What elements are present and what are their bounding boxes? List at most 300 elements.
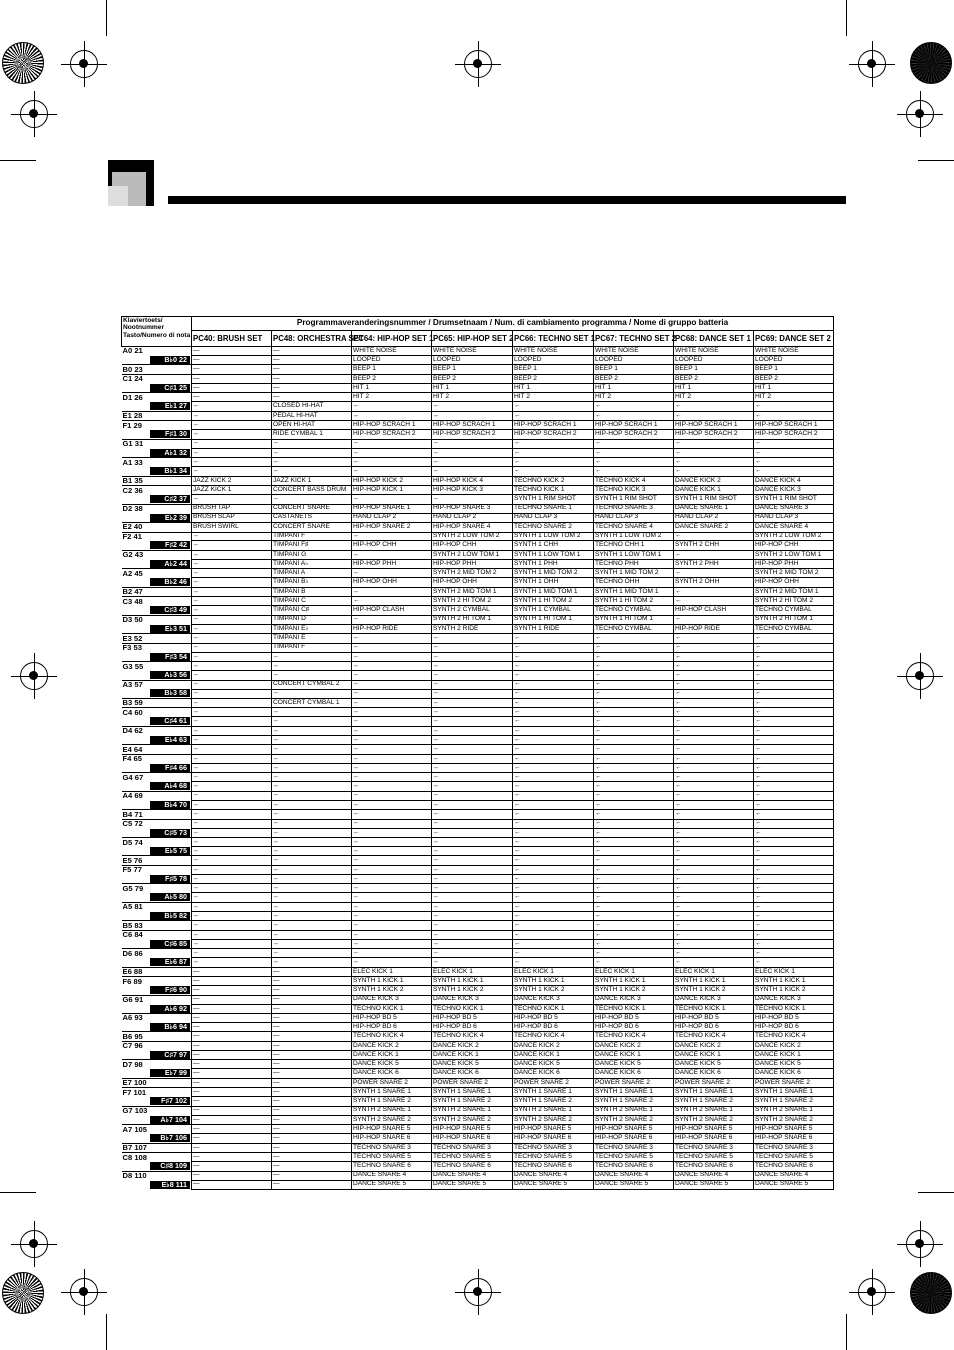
black-key-cell xyxy=(122,1069,192,1078)
table-cell: DANCE KICK 6 xyxy=(352,1069,432,1078)
table-row xyxy=(122,1088,834,1097)
table-cell: HIP-HOP SCRACH 2 xyxy=(352,430,432,439)
table-row xyxy=(122,374,834,383)
black-key-cell xyxy=(122,624,192,633)
table-cell: DANCE KICK 5 xyxy=(754,1060,834,1069)
table-cell: ← xyxy=(594,448,674,457)
table-cell: ← xyxy=(754,911,834,920)
table-cell: ← xyxy=(513,439,594,448)
table-cell: ← xyxy=(352,902,432,911)
table-cell: ← xyxy=(513,939,594,948)
table-cell: SYNTH 1 SNARE 1 xyxy=(432,1088,513,1097)
table-cell: ← xyxy=(192,634,272,644)
table-cell: ← xyxy=(272,662,352,671)
table-cell: HIT 2 xyxy=(513,393,594,402)
table-cell: ← xyxy=(754,791,834,800)
table-cell: ← xyxy=(754,893,834,902)
table-cell: SYNTH 2 PHH xyxy=(674,559,754,568)
table-cell: DANCE KICK 5 xyxy=(674,1060,754,1069)
table-cell: ← xyxy=(513,893,594,902)
table-row xyxy=(122,754,834,763)
white-key-label: C1 24 xyxy=(122,374,192,383)
color-wheel-top-left xyxy=(2,42,44,84)
table-cell: ← xyxy=(192,838,272,847)
table-cell: — xyxy=(192,1060,272,1069)
drum-assignment-table xyxy=(121,316,834,1190)
table-cell: ← xyxy=(272,652,352,661)
table-cell: ← xyxy=(272,921,352,931)
table-cell: ← xyxy=(432,866,513,875)
table-row xyxy=(122,504,834,513)
table-cell: ← xyxy=(594,689,674,698)
table-cell: HIT 1 xyxy=(432,383,513,392)
table-cell: ← xyxy=(674,866,754,875)
black-key-cell xyxy=(122,1050,192,1059)
table-cell: POWER SNARE 2 xyxy=(674,1078,754,1088)
table-cell: ← xyxy=(513,662,594,671)
table-cell: ← xyxy=(513,448,594,457)
table-cell: TECHNO KICK 1 xyxy=(513,486,594,495)
table-cell: ← xyxy=(352,467,432,476)
table-row xyxy=(122,541,834,550)
white-key-label: B7 107 xyxy=(122,1143,192,1153)
table-cell: ← xyxy=(192,949,272,958)
table-row xyxy=(122,448,834,457)
table-cell: — xyxy=(272,347,352,356)
table-cell: BEEP 1 xyxy=(352,365,432,375)
table-cell: ← xyxy=(432,847,513,856)
table-cell: HIP-HOP SNARE 6 xyxy=(594,1134,674,1143)
table-cell: ← xyxy=(272,708,352,717)
table-cell: DANCE KICK 3 xyxy=(352,995,432,1004)
table-cell: ← xyxy=(192,911,272,920)
table-cell: SYNTH 1 KICK 1 xyxy=(432,977,513,986)
table-cell: ← xyxy=(674,698,754,708)
table-cell: WHITE NOISE xyxy=(513,347,594,356)
table-cell: SYNTH 1 SNARE 1 xyxy=(754,1088,834,1097)
black-key-cell xyxy=(122,448,192,457)
table-cell: ← xyxy=(513,698,594,708)
table-row xyxy=(122,383,834,392)
table-cell: ← xyxy=(513,680,594,689)
table-cell: ← xyxy=(432,791,513,800)
table-cell: ← xyxy=(674,847,754,856)
table-cell: ← xyxy=(272,726,352,735)
black-key-label: E♭5 75 xyxy=(150,847,191,855)
table-cell: ← xyxy=(754,671,834,680)
table-row xyxy=(122,939,834,948)
table-cell: ← xyxy=(192,763,272,772)
table-row xyxy=(122,763,834,772)
table-main-header: Programmaveranderingsnummer / Drumsetnaam / Num. di cambiamento programma / Nome di gruppo batteria xyxy=(192,317,834,331)
table-cell: TECHNO PHH xyxy=(594,559,674,568)
table-cell: ← xyxy=(352,949,432,958)
black-key-cell xyxy=(122,652,192,661)
table-cell: ← xyxy=(594,838,674,847)
table-row xyxy=(122,559,834,568)
table-cell: SYNTH 2 MID TOM 2 xyxy=(754,569,834,578)
table-cell: HIP-HOP SNARE 6 xyxy=(432,1134,513,1143)
table-cell: PEDAL HI-HAT xyxy=(272,411,352,421)
table-cell: HIP-HOP SNARE 5 xyxy=(594,1125,674,1134)
table-cell: ← xyxy=(352,800,432,809)
table-row xyxy=(122,652,834,661)
table-cell: ← xyxy=(352,708,432,717)
table-cell: ← xyxy=(513,856,594,866)
table-cell: SYNTH 1 SNARE 1 xyxy=(352,1088,432,1097)
table-cell: ← xyxy=(754,921,834,931)
table-cell: ← xyxy=(192,884,272,893)
table-cell: ← xyxy=(754,726,834,735)
table-cell: ← xyxy=(754,717,834,726)
table-cell: DANCE KICK 5 xyxy=(513,1060,594,1069)
table-cell: SYNTH 2 LOW TOM 2 xyxy=(432,532,513,541)
table-cell: — xyxy=(192,374,272,383)
table-cell: DANCE KICK 2 xyxy=(754,1041,834,1050)
white-key-label: D4 62 xyxy=(122,726,192,735)
table-cell: ← xyxy=(352,847,432,856)
table-cell: TECHNO CHH 1 xyxy=(594,541,674,550)
table-row xyxy=(122,838,834,847)
table-cell: ← xyxy=(594,680,674,689)
table-row xyxy=(122,680,834,689)
crop-mark xyxy=(106,0,107,36)
table-cell: ← xyxy=(352,680,432,689)
table-cell: POWER SNARE 2 xyxy=(432,1078,513,1088)
table-cell: — xyxy=(272,1171,352,1180)
table-cell: SYNTH 1 KICK 1 xyxy=(352,977,432,986)
table-row xyxy=(122,486,834,495)
black-key-label: F♯5 78 xyxy=(150,875,191,883)
table-cell: ← xyxy=(754,680,834,689)
table-cell: SYNTH 1 HI TOM 1 xyxy=(594,615,674,624)
table-cell: ← xyxy=(432,717,513,726)
table-cell: ← xyxy=(192,800,272,809)
table-row xyxy=(122,578,834,587)
table-cell: ← xyxy=(594,800,674,809)
table-cell: HIP-HOP BD 5 xyxy=(674,1014,754,1023)
table-cell: ← xyxy=(352,828,432,837)
table-cell: SYNTH 2 HI TOM 2 xyxy=(432,597,513,606)
table-cell: SYNTH 2 MID TOM 1 xyxy=(432,587,513,597)
table-cell: ← xyxy=(594,754,674,763)
table-cell: DANCE KICK 1 xyxy=(594,1050,674,1059)
table-cell: SYNTH 1 SNARE 2 xyxy=(594,1097,674,1106)
table-cell: ← xyxy=(432,773,513,782)
table-cell: ← xyxy=(272,717,352,726)
table-cell: — xyxy=(272,365,352,375)
table-cell: ← xyxy=(192,569,272,578)
table-cell: ← xyxy=(513,402,594,411)
table-cell: ← xyxy=(754,958,834,967)
table-cell: DANCE SNARE 5 xyxy=(754,1180,834,1189)
color-wheel-bottom-right xyxy=(910,1272,952,1314)
table-cell: WHITE NOISE xyxy=(754,347,834,356)
table-cell: SYNTH 1 KICK 2 xyxy=(432,986,513,995)
table-cell: TIMPANI F xyxy=(272,643,352,652)
white-key-label: F7 101 xyxy=(122,1088,192,1097)
table-cell: TIMPANI E♭ xyxy=(272,624,352,633)
table-cell: TECHNO KICK 1 xyxy=(513,1004,594,1013)
white-key-label: C8 108 xyxy=(122,1153,192,1162)
table-cell: ← xyxy=(432,875,513,884)
table-cell: ← xyxy=(432,745,513,755)
table-cell: ← xyxy=(754,643,834,652)
table-cell: TECHNO SNARE 4 xyxy=(594,522,674,532)
table-cell: SYNTH 2 CYMBAL xyxy=(432,606,513,615)
table-cell: ← xyxy=(272,949,352,958)
table-cell: DANCE SNARE 5 xyxy=(432,1180,513,1189)
table-row xyxy=(122,411,834,421)
table-row xyxy=(122,634,834,644)
table-cell: ← xyxy=(272,884,352,893)
table-cell: ← xyxy=(513,847,594,856)
table-row xyxy=(122,1171,834,1180)
table-cell: ← xyxy=(192,559,272,568)
table-cell: TECHNO KICK 1 xyxy=(352,1004,432,1013)
table-cell: — xyxy=(192,1050,272,1059)
table-cell: ← xyxy=(432,448,513,457)
table-cell: — xyxy=(192,1032,272,1042)
registration-mark-bottom-left xyxy=(70,1278,98,1306)
table-cell: ← xyxy=(513,726,594,735)
table-cell: SYNTH 2 HI TOM 1 xyxy=(754,615,834,624)
table-cell: CONCERT CYMBAL 2 xyxy=(272,680,352,689)
black-key-label: B♭1 34 xyxy=(150,467,191,475)
table-cell: BEEP 1 xyxy=(594,365,674,375)
table-cell: ← xyxy=(432,838,513,847)
table-cell: SYNTH 2 SNARE 2 xyxy=(432,1115,513,1124)
table-cell: ← xyxy=(352,810,432,820)
table-cell: ← xyxy=(192,958,272,967)
table-cell: SYNTH 2 SNARE 1 xyxy=(674,1106,754,1115)
table-cell: SYNTH 2 LOW TOM 1 xyxy=(432,550,513,559)
column-header-pc: PC40: BRUSH SET xyxy=(192,331,272,347)
table-cell: ← xyxy=(674,958,754,967)
table-cell: — xyxy=(272,1032,352,1042)
table-cell: ← xyxy=(192,458,272,467)
section-header-block xyxy=(108,160,154,206)
table-cell: — xyxy=(192,1171,272,1180)
table-cell: — xyxy=(192,1041,272,1050)
black-key-label: C♯6 85 xyxy=(150,940,191,948)
table-cell: SYNTH 2 MID TOM 2 xyxy=(432,569,513,578)
table-cell: HIP-HOP BD 5 xyxy=(432,1014,513,1023)
table-cell: SYNTH 2 LOW TOM 2 xyxy=(754,532,834,541)
table-cell: CONCERT SNARE xyxy=(272,504,352,513)
table-cell: HAND CLAP 2 xyxy=(432,513,513,522)
table-cell: SYNTH 1 LOW TOM 1 xyxy=(513,550,594,559)
registration-mark-top-left xyxy=(70,50,98,78)
table-cell: ← xyxy=(754,838,834,847)
table-cell: ← xyxy=(432,921,513,931)
table-cell: ← xyxy=(272,773,352,782)
table-cell: ← xyxy=(674,634,754,644)
table-cell: TECHNO SNARE 3 xyxy=(352,1143,432,1153)
table-cell: ← xyxy=(432,698,513,708)
table-cell: ← xyxy=(674,662,754,671)
table-cell: ← xyxy=(754,773,834,782)
white-key-label: A5 81 xyxy=(122,902,192,911)
white-key-label: C3 48 xyxy=(122,597,192,606)
black-key-label: E♭3 51 xyxy=(150,625,191,633)
table-cell: DANCE SNARE 4 xyxy=(432,1171,513,1180)
black-key-label: C♯5 73 xyxy=(150,829,191,837)
table-row xyxy=(122,513,834,522)
table-cell: HIP-HOP SNARE 6 xyxy=(352,1134,432,1143)
table-cell: ← xyxy=(674,708,754,717)
table-cell: ← xyxy=(513,763,594,772)
table-cell: — xyxy=(272,1115,352,1124)
white-key-label: A2 45 xyxy=(122,569,192,578)
table-cell: TECHNO KICK 4 xyxy=(513,1032,594,1042)
table-cell: ← xyxy=(674,448,754,457)
table-cell: ← xyxy=(192,726,272,735)
table-cell: — xyxy=(192,1134,272,1143)
table-cell: DANCE KICK 1 xyxy=(513,1050,594,1059)
table-cell: TECHNO KICK 1 xyxy=(674,1004,754,1013)
table-cell: ← xyxy=(432,411,513,421)
table-cell: WHITE NOISE xyxy=(594,347,674,356)
table-cell: DANCE KICK 2 xyxy=(674,1041,754,1050)
table-cell: TECHNO CYMBAL xyxy=(594,624,674,633)
black-key-label: E♭7 99 xyxy=(150,1069,191,1077)
table-cell: ← xyxy=(674,597,754,606)
white-key-label: G5 79 xyxy=(122,884,192,893)
table-cell: DANCE KICK 5 xyxy=(432,1060,513,1069)
table-cell: DANCE KICK 6 xyxy=(594,1069,674,1078)
table-cell: ← xyxy=(513,911,594,920)
table-cell: HAND CLAP 2 xyxy=(674,513,754,522)
table-cell: SYNTH 1 LOW TOM 2 xyxy=(594,532,674,541)
table-cell: ← xyxy=(432,930,513,939)
white-key-label: E4 64 xyxy=(122,745,192,755)
table-cell: HIP-HOP KICK 4 xyxy=(432,476,513,486)
table-cell: ← xyxy=(674,458,754,467)
table-cell: — xyxy=(192,1088,272,1097)
table-cell: ← xyxy=(352,587,432,597)
table-cell: HIP-HOP SNARE 3 xyxy=(432,504,513,513)
table-cell: SYNTH 1 SNARE 2 xyxy=(754,1097,834,1106)
table-cell: — xyxy=(272,1088,352,1097)
table-cell: ← xyxy=(352,495,432,504)
white-key-label: D8 110 xyxy=(122,1171,192,1180)
table-cell: SYNTH 1 HI TOM 1 xyxy=(513,615,594,624)
table-cell: POWER SNARE 2 xyxy=(594,1078,674,1088)
column-header-pc: PC66: TECHNO SET 1 xyxy=(513,331,594,347)
black-key-label: E♭8 111 xyxy=(150,1181,191,1189)
table-cell: ← xyxy=(432,800,513,809)
table-cell: ← xyxy=(674,921,754,931)
table-row xyxy=(122,875,834,884)
table-cell: HIP-HOP KICK 1 xyxy=(352,486,432,495)
registration-mark-bottom-right xyxy=(858,1278,886,1306)
table-cell: TECHNO SNARE 3 xyxy=(594,1143,674,1153)
table-row xyxy=(122,735,834,744)
table-cell: BRUSH TAP xyxy=(192,504,272,513)
black-key-label: F♯3 54 xyxy=(150,653,191,661)
black-key-cell xyxy=(122,578,192,587)
table-cell: DANCE KICK 6 xyxy=(513,1069,594,1078)
table-cell: SYNTH 1 SNARE 2 xyxy=(674,1097,754,1106)
table-row xyxy=(122,995,834,1004)
table-cell: — xyxy=(192,347,272,356)
table-cell: ← xyxy=(192,875,272,884)
table-cell: ← xyxy=(674,569,754,578)
table-cell: ← xyxy=(192,930,272,939)
table-cell: — xyxy=(272,995,352,1004)
table-cell: — xyxy=(192,1023,272,1032)
table-cell: HIP-HOP PHH xyxy=(754,559,834,568)
table-cell: SYNTH 1 MID TOM 1 xyxy=(594,587,674,597)
table-row xyxy=(122,698,834,708)
table-cell: — xyxy=(192,1097,272,1106)
table-cell: ← xyxy=(594,893,674,902)
table-cell: ← xyxy=(272,930,352,939)
table-cell: ← xyxy=(754,847,834,856)
registration-mark-right-upper xyxy=(906,100,934,128)
table-cell: SYNTH 2 OHH xyxy=(674,578,754,587)
table-cell: ← xyxy=(352,866,432,875)
table-cell: HIP-HOP SCRACH 1 xyxy=(513,421,594,430)
table-cell: SYNTH 1 KICK 2 xyxy=(513,986,594,995)
table-cell: HIP-HOP PHH xyxy=(432,559,513,568)
black-key-cell xyxy=(122,847,192,856)
table-cell: HIP-HOP CHH xyxy=(432,541,513,550)
table-cell: TIMPANI B♭ xyxy=(272,578,352,587)
table-cell: ← xyxy=(754,467,834,476)
table-cell: HIP-HOP SNARE 4 xyxy=(432,522,513,532)
black-key-label: C♯4 61 xyxy=(150,717,191,725)
white-key-label: D1 26 xyxy=(122,393,192,402)
table-cell: TECHNO SNARE 5 xyxy=(513,1153,594,1162)
table-cell: BEEP 2 xyxy=(594,374,674,383)
table-cell: CLOSED HI-HAT xyxy=(272,402,352,411)
registration-mark-top-right xyxy=(858,50,886,78)
table-cell: ← xyxy=(192,866,272,875)
table-cell: — xyxy=(272,1050,352,1059)
table-cell: — xyxy=(272,1180,352,1189)
table-row xyxy=(122,439,834,448)
table-cell: TECHNO SNARE 6 xyxy=(513,1162,594,1171)
table-cell: SYNTH 1 KICK 1 xyxy=(513,977,594,986)
key-header-line: Klaviertoets/ xyxy=(123,317,163,324)
table-cell: — xyxy=(272,1014,352,1023)
table-cell: ← xyxy=(432,911,513,920)
table-cell: ← xyxy=(594,698,674,708)
white-key-label: D5 74 xyxy=(122,838,192,847)
white-key-label: B2 47 xyxy=(122,587,192,597)
table-cell: SYNTH 1 RIDE xyxy=(513,624,594,633)
table-cell: SYNTH 1 SNARE 2 xyxy=(513,1097,594,1106)
table-row xyxy=(122,532,834,541)
black-key-cell xyxy=(122,1004,192,1013)
table-cell: ← xyxy=(352,782,432,791)
table-cell: DANCE KICK 3 xyxy=(594,995,674,1004)
table-cell: SYNTH 1 KICK 2 xyxy=(754,986,834,995)
table-cell: ← xyxy=(674,717,754,726)
table-cell: LOOPED xyxy=(674,355,754,364)
table-row xyxy=(122,893,834,902)
table-cell: ← xyxy=(352,698,432,708)
table-cell: ← xyxy=(754,754,834,763)
table-cell: ← xyxy=(192,819,272,828)
table-cell: ← xyxy=(674,800,754,809)
table-cell: ← xyxy=(674,745,754,755)
table-cell: POWER SNARE 2 xyxy=(352,1078,432,1088)
table-cell: CONCERT CYMBAL 1 xyxy=(272,698,352,708)
table-row xyxy=(122,662,834,671)
